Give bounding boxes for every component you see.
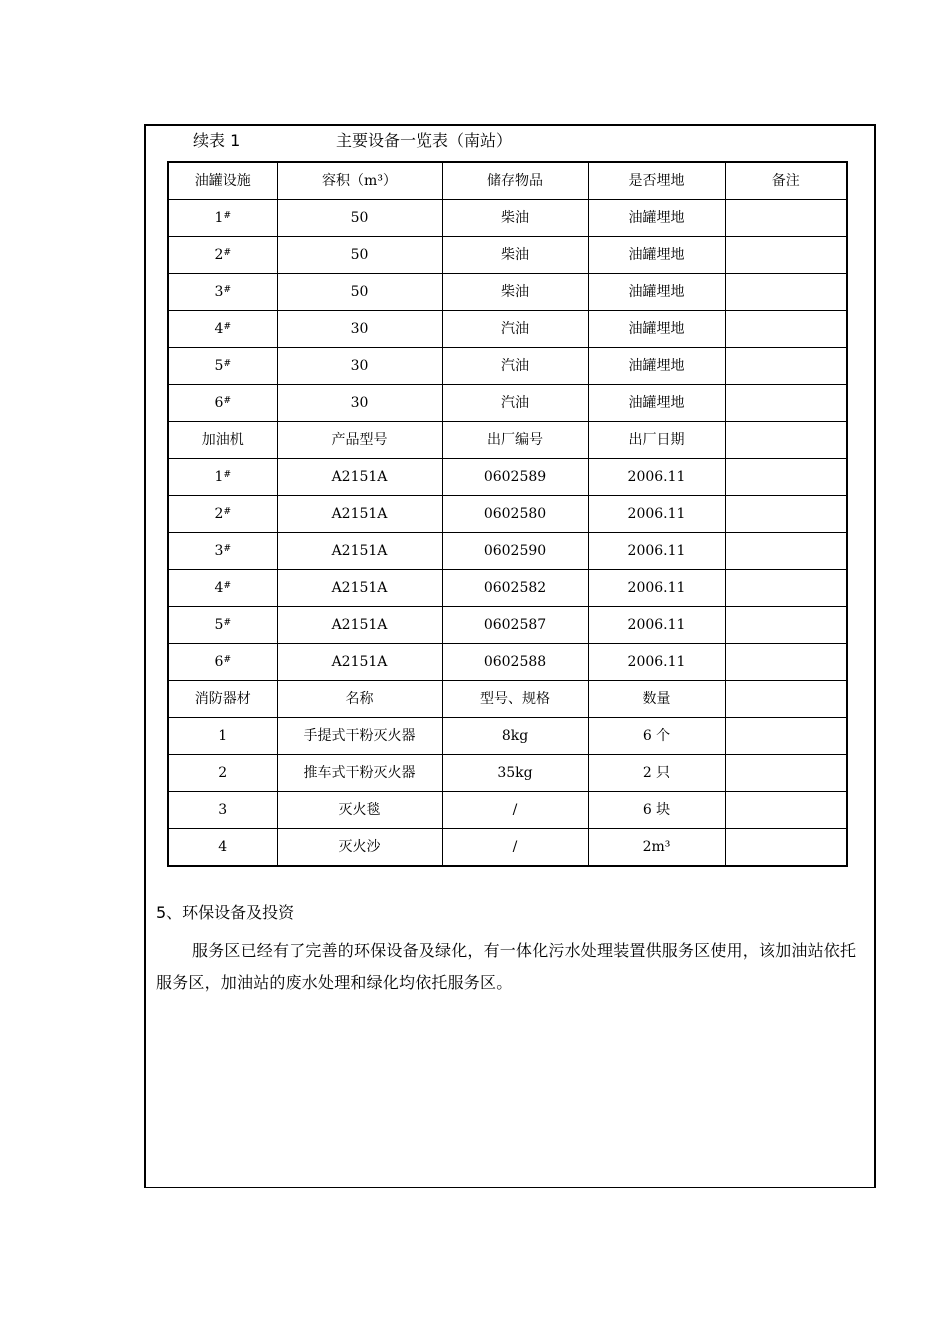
date-cell: 2006.11 xyxy=(588,570,725,607)
model-cell: A2151A xyxy=(277,496,442,533)
dispenser-header-row xyxy=(168,422,847,459)
header-cell: 油罐设施 xyxy=(168,162,277,200)
number-sign-superscript: # xyxy=(223,507,231,517)
table-row xyxy=(168,829,847,867)
header-cell: 出厂编号 xyxy=(442,422,588,459)
table-caption-label: 续表 1 xyxy=(193,131,241,150)
stored-item-cell: 柴油 xyxy=(442,274,588,311)
date-cell: 2006.11 xyxy=(588,607,725,644)
fire-equipment-header-row xyxy=(168,681,847,718)
table-row xyxy=(168,570,847,607)
fire-spec-cell: 35kg xyxy=(442,755,588,792)
dispenser-id-cell xyxy=(168,533,277,570)
stored-item-cell: 柴油 xyxy=(442,237,588,274)
tank-id-cell xyxy=(168,311,277,348)
table-row xyxy=(168,533,847,570)
row-number: 5 xyxy=(214,617,224,633)
capacity-cell: 50 xyxy=(277,274,442,311)
header-cell: 出厂日期 xyxy=(588,422,725,459)
header-cell: 是否埋地 xyxy=(588,162,725,200)
fire-name-cell: 推车式干粉灭火器 xyxy=(277,755,442,792)
row-number: 3 xyxy=(214,543,224,559)
serial-cell: 0602589 xyxy=(442,459,588,496)
model-cell: A2151A xyxy=(277,570,442,607)
row-number: 1 xyxy=(214,469,224,485)
tank-id-cell xyxy=(168,200,277,237)
note-cell xyxy=(725,607,847,644)
table-row xyxy=(168,607,847,644)
capacity-cell: 30 xyxy=(277,348,442,385)
header-cell: 加油机 xyxy=(168,422,277,459)
table-row xyxy=(168,459,847,496)
header-cell: 容积（m³） xyxy=(277,162,442,200)
tank-id-cell xyxy=(168,274,277,311)
table-row xyxy=(168,718,847,755)
table-row xyxy=(168,348,847,385)
header-cell: 数量 xyxy=(588,681,725,718)
stored-item-cell: 汽油 xyxy=(442,311,588,348)
stored-item-cell: 汽油 xyxy=(442,385,588,422)
header-cell xyxy=(725,422,847,459)
buried-cell: 油罐埋地 xyxy=(588,311,725,348)
table-row xyxy=(168,644,847,681)
header-cell: 储存物品 xyxy=(442,162,588,200)
number-sign-superscript: # xyxy=(223,470,231,480)
header-cell xyxy=(725,681,847,718)
serial-cell: 0602582 xyxy=(442,570,588,607)
buried-cell: 油罐埋地 xyxy=(588,200,725,237)
note-cell xyxy=(725,274,847,311)
equipment-table xyxy=(167,161,848,867)
number-sign-superscript: # xyxy=(223,396,231,406)
note-cell xyxy=(725,385,847,422)
tank-id-cell xyxy=(168,237,277,274)
capacity-cell: 30 xyxy=(277,311,442,348)
number-sign-superscript: # xyxy=(223,618,231,628)
note-cell xyxy=(725,718,847,755)
number-sign-superscript: # xyxy=(223,544,231,554)
dispenser-id-cell xyxy=(168,607,277,644)
note-cell xyxy=(725,311,847,348)
table-row xyxy=(168,311,847,348)
number-sign-superscript: # xyxy=(223,211,231,221)
table-row xyxy=(168,385,847,422)
number-sign-superscript: # xyxy=(223,322,231,332)
capacity-cell: 50 xyxy=(277,237,442,274)
model-cell: A2151A xyxy=(277,533,442,570)
row-number: 5 xyxy=(214,358,224,374)
fire-spec-cell: / xyxy=(442,792,588,829)
section-paragraph: 服务区已经有了完善的环保设备及绿化，有一体化污水处理装置供服务区使用，该加油站依托服务区，加油站的废水处理和绿化均依托服务区。 xyxy=(156,941,857,992)
note-cell xyxy=(725,644,847,681)
fire-qty-cell: 6 块 xyxy=(588,792,725,829)
header-cell: 型号、规格 xyxy=(442,681,588,718)
fire-no-cell: 1 xyxy=(168,718,277,755)
note-cell xyxy=(725,237,847,274)
fire-qty-cell: 6 个 xyxy=(588,718,725,755)
note-cell xyxy=(725,459,847,496)
row-number: 6 xyxy=(214,654,224,670)
fire-spec-cell: 8kg xyxy=(442,718,588,755)
note-cell xyxy=(725,348,847,385)
table-header-row xyxy=(168,162,847,200)
fire-no-cell: 4 xyxy=(168,829,277,867)
note-cell xyxy=(725,533,847,570)
fire-no-cell: 2 xyxy=(168,755,277,792)
note-cell xyxy=(725,496,847,533)
note-cell xyxy=(725,570,847,607)
model-cell: A2151A xyxy=(277,644,442,681)
table-row xyxy=(168,274,847,311)
table-row xyxy=(168,496,847,533)
buried-cell: 油罐埋地 xyxy=(588,274,725,311)
tank-id-cell xyxy=(168,385,277,422)
table-caption-title: 主要设备一览表（南站） xyxy=(336,131,513,150)
number-sign-superscript: # xyxy=(223,359,231,369)
stored-item-cell: 汽油 xyxy=(442,348,588,385)
model-cell: A2151A xyxy=(277,607,442,644)
date-cell: 2006.11 xyxy=(588,533,725,570)
row-number: 6 xyxy=(214,395,224,411)
row-number: 1 xyxy=(214,210,224,226)
fire-name-cell: 灭火毯 xyxy=(277,792,442,829)
note-cell xyxy=(725,829,847,867)
row-number: 2 xyxy=(214,247,224,263)
number-sign-superscript: # xyxy=(223,248,231,258)
serial-cell: 0602590 xyxy=(442,533,588,570)
section-heading: 5、环保设备及投资 xyxy=(156,903,295,922)
model-cell: A2151A xyxy=(277,459,442,496)
row-number: 4 xyxy=(214,580,224,596)
buried-cell: 油罐埋地 xyxy=(588,237,725,274)
stored-item-cell: 柴油 xyxy=(442,200,588,237)
fire-name-cell: 灭火沙 xyxy=(277,829,442,867)
fire-name-cell: 手提式干粉灭火器 xyxy=(277,718,442,755)
capacity-cell: 50 xyxy=(277,200,442,237)
serial-cell: 0602580 xyxy=(442,496,588,533)
capacity-cell: 30 xyxy=(277,385,442,422)
header-cell: 备注 xyxy=(725,162,847,200)
fire-qty-cell: 2m³ xyxy=(588,829,725,867)
number-sign-superscript: # xyxy=(223,285,231,295)
table-row xyxy=(168,755,847,792)
buried-cell: 油罐埋地 xyxy=(588,385,725,422)
table-row xyxy=(168,200,847,237)
serial-cell: 0602587 xyxy=(442,607,588,644)
dispenser-id-cell xyxy=(168,644,277,681)
dispenser-id-cell xyxy=(168,570,277,607)
note-cell xyxy=(725,200,847,237)
fire-qty-cell: 2 只 xyxy=(588,755,725,792)
tank-id-cell xyxy=(168,348,277,385)
header-cell: 名称 xyxy=(277,681,442,718)
note-cell xyxy=(725,755,847,792)
number-sign-superscript: # xyxy=(223,581,231,591)
dispenser-id-cell xyxy=(168,459,277,496)
number-sign-superscript: # xyxy=(223,655,231,665)
dispenser-id-cell xyxy=(168,496,277,533)
header-cell: 消防器材 xyxy=(168,681,277,718)
fire-spec-cell: / xyxy=(442,829,588,867)
fire-no-cell: 3 xyxy=(168,792,277,829)
buried-cell: 油罐埋地 xyxy=(588,348,725,385)
date-cell: 2006.11 xyxy=(588,644,725,681)
date-cell: 2006.11 xyxy=(588,459,725,496)
header-cell: 产品型号 xyxy=(277,422,442,459)
table-row xyxy=(168,792,847,829)
row-number: 4 xyxy=(214,321,224,337)
date-cell: 2006.11 xyxy=(588,496,725,533)
note-cell xyxy=(725,792,847,829)
row-number: 2 xyxy=(214,506,224,522)
table-row xyxy=(168,237,847,274)
row-number: 3 xyxy=(214,284,224,300)
serial-cell: 0602588 xyxy=(442,644,588,681)
